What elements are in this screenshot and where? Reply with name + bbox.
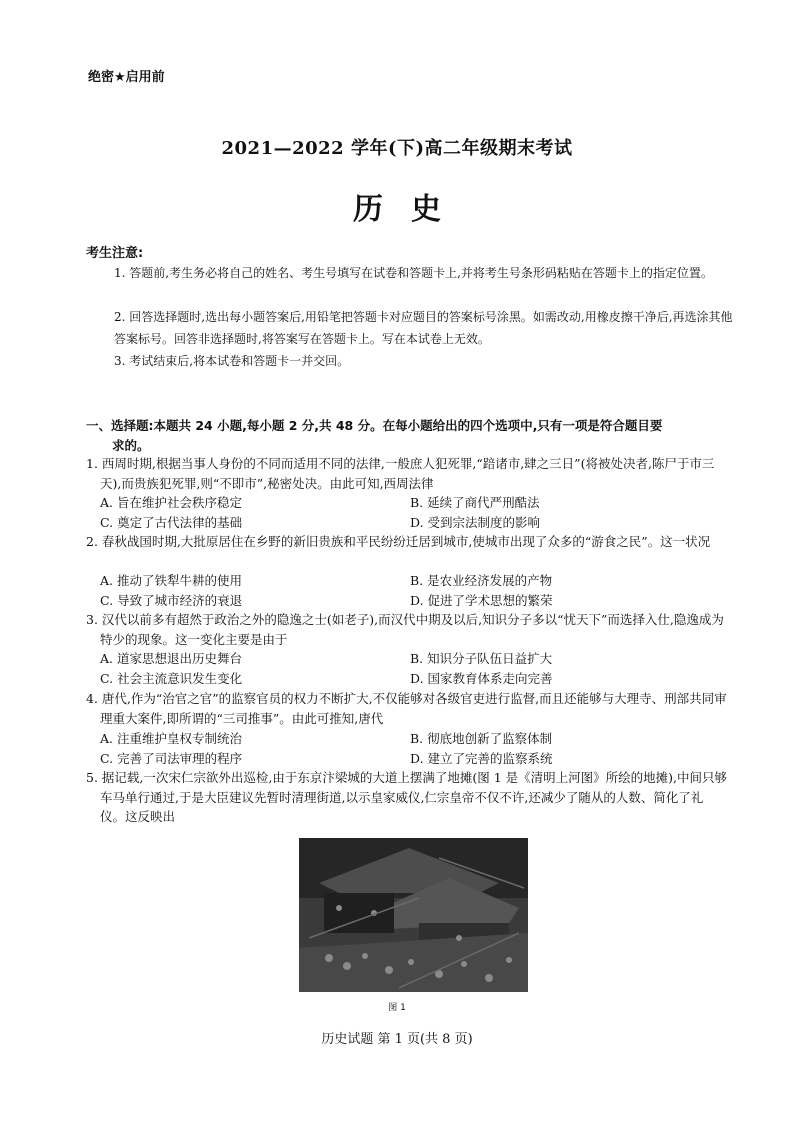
notice-item: 1. 答题前,考生务必将自己的姓名、考生号填写在试卷和答题卡上,并将考生号条形码粘贴在答题卡上的指定位置。	[114, 266, 713, 280]
question-4	[86, 689, 728, 728]
confidential-label: 绝密★启用前	[88, 70, 165, 85]
question-1-options	[100, 493, 720, 532]
notice-title: 考生注意:	[86, 246, 144, 261]
section-heading	[86, 416, 726, 456]
section-heading-line2: 求的。	[112, 438, 150, 453]
option-b: B. 延续了商代严刑酷法	[410, 495, 540, 510]
option-d: D. 建立了完善的监察系统	[410, 750, 553, 766]
question-stem: 1. 西周时期,根据当事人身份的不同而适用不同的法律,一般庶人犯死罪,“踣诸市,肆之三日”(将被处决者,陈尸于市三天),而贵族犯死罪,则“不即市”,秘密处决。由此可知,西周法律	[86, 456, 715, 491]
question-3-options	[100, 649, 720, 688]
notice-item: 2. 回答选择题时,选出每小题答案后,用铅笔把答题卡对应题目的答案标号涂黑。如需改动,用橡皮擦干净后,再选涂其他答案标号。回答非选择题时,将答案写在答题卡上。写在本试卷上无效。	[114, 310, 733, 346]
option-d: D. 受到宗法制度的影响	[410, 514, 541, 530]
option-c: C. 奠定了古代法律的基础	[100, 514, 243, 530]
question-stem: 5. 据记载,一次宋仁宗欲外出巡检,由于东京汴梁城的大道上摆满了地摊(图 1 是《清明上河图》所绘的地摊),中间只够车马单行通过,于是大臣建议先暂时清理街道,以示皇家威仪,仁宗皇帝不仅不许,还减少了随从的人数、简化了礼仪。这反映出	[86, 770, 727, 824]
option-b: B. 彻底地创新了监察体制	[410, 731, 553, 746]
question-stem: 4. 唐代,作为“治官之官”的监察官员的权力不断扩大,不仅能够对各级官吏进行监督,而且还能够与大理寺、刑部共同审理重大案件,即所谓的“三司推事”。由此可推知,唐代	[86, 691, 727, 726]
option-a: A. 旨在维护社会秩序稳定	[100, 495, 242, 510]
subject-title: 历史	[353, 192, 469, 227]
question-2	[86, 532, 728, 552]
option-a: A. 推动了铁犁牛耕的使用	[100, 573, 242, 588]
option-b: B. 知识分子队伍日益扩大	[410, 651, 553, 666]
option-c: C. 社会主流意识发生变化	[100, 670, 243, 686]
page-footer: 历史试题 第 1 页(共 8 页)	[321, 1032, 473, 1047]
question-1	[86, 454, 728, 493]
option-d: D. 国家教育体系走向完善	[410, 670, 553, 686]
question-5	[86, 768, 728, 827]
option-c: C. 完善了司法审理的程序	[100, 750, 243, 766]
painting-illustration	[299, 838, 528, 992]
question-stem: 3. 汉代以前多有超然于政治之外的隐逸之士(如老子),而汉代中期及以后,知识分子多以“忧天下”而选择入仕,隐逸成为特少的现象。这一变化主要是由于	[86, 612, 724, 647]
option-c: C. 导致了城市经济的衰退	[100, 592, 243, 608]
section-heading-line1: 一、选择题:本题共 24 小题,每小题 2 分,共 48 分。在每小题给出的四个选项中,只有一项是符合题目要	[86, 418, 663, 433]
option-b: B. 是农业经济发展的产物	[410, 573, 553, 588]
option-a: A. 注重维护皇权专制统治	[100, 731, 242, 746]
question-4-options	[100, 729, 720, 768]
qingming-painting-image	[299, 838, 528, 992]
question-2-options	[100, 571, 720, 610]
exam-title: 2021—2022 学年(下)高二年级期末考试	[221, 138, 573, 159]
question-3	[86, 610, 728, 649]
option-d: D. 促进了学术思想的繁荣	[410, 592, 553, 608]
figure-caption: 图 1	[388, 1003, 406, 1013]
question-stem: 2. 春秋战国时期,大批原居住在乡野的新旧贵族和平民纷纷迁居到城市,使城市出现了众多的“游食之民”。这一状况	[86, 534, 711, 549]
notice-item: 3. 考试结束后,将本试卷和答题卡一并交回。	[114, 354, 350, 368]
option-a: A. 道家思想退出历史舞台	[100, 651, 242, 666]
